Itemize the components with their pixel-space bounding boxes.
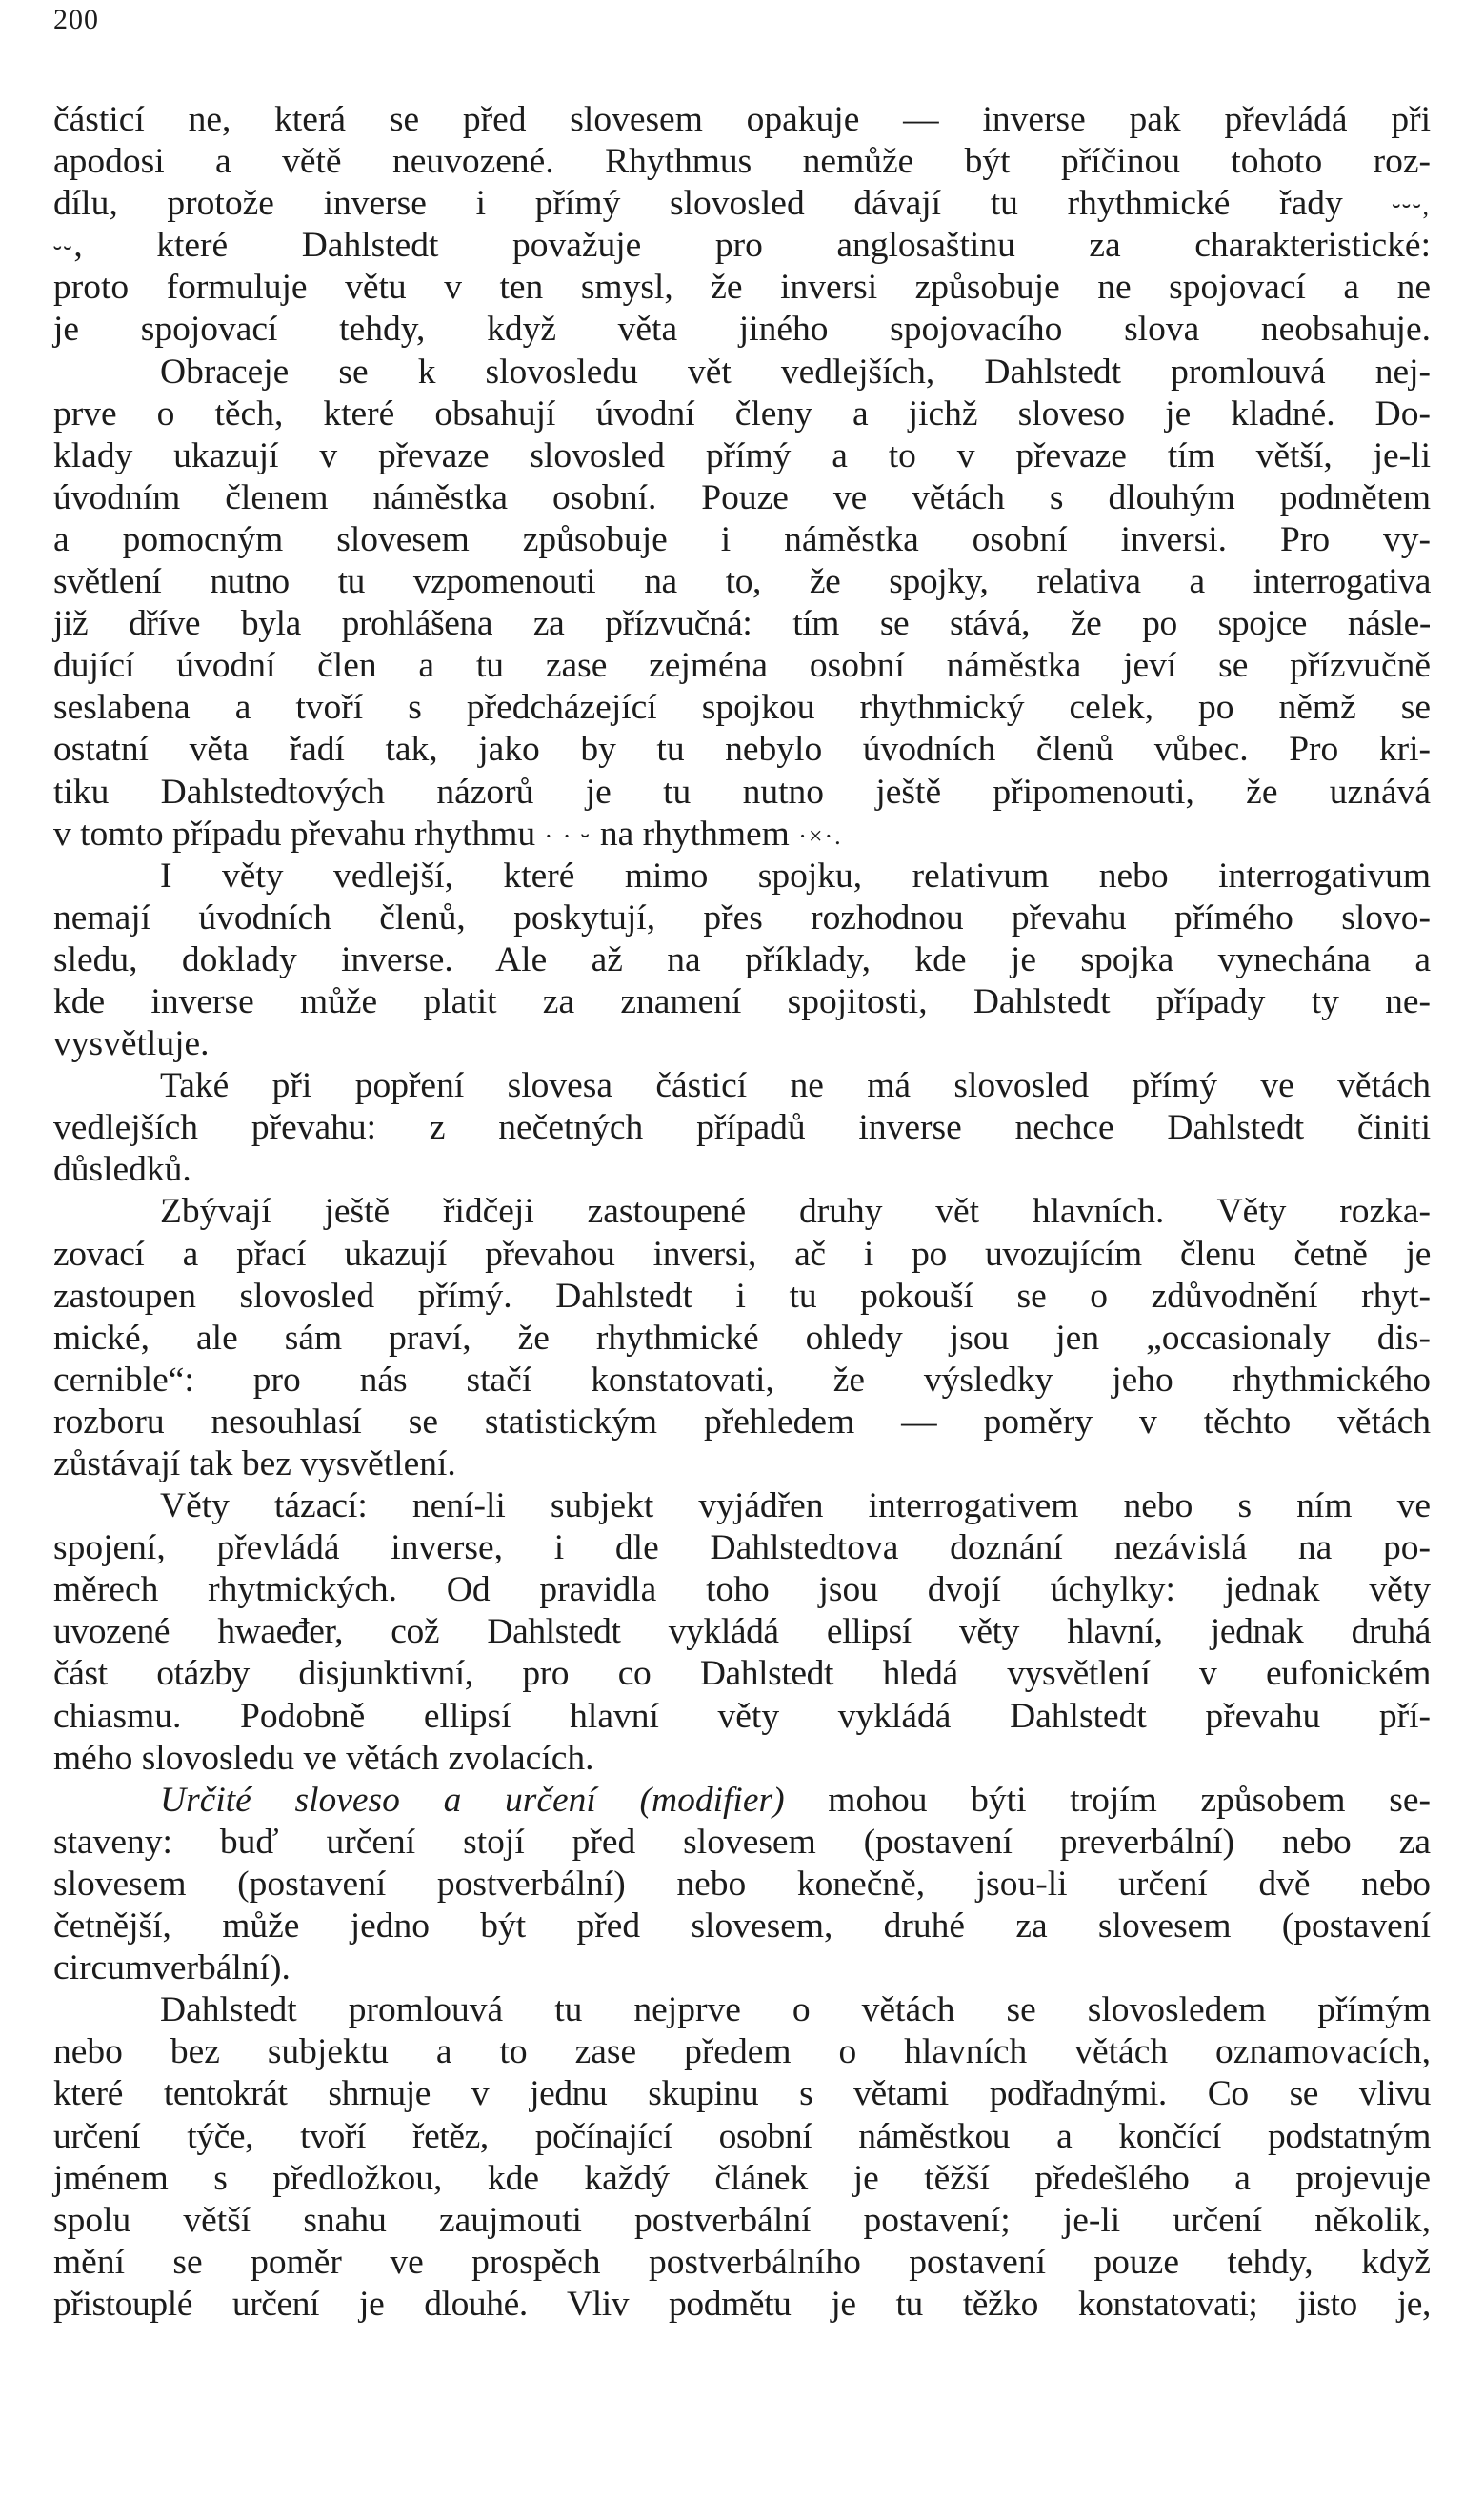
page-number: 200 [53, 4, 99, 35]
text-fragment: v tomto případu převahu rhythmu [53, 814, 536, 854]
text-line: seslabena a tvoří s předcházející spojkou rhythmický celek, po němž se [53, 688, 1431, 728]
text-line [53, 814, 1431, 856]
text-line: částicí ne, která se před slovesem opakuje — inverse pak převládá při [53, 100, 1431, 139]
text-line [53, 225, 1431, 267]
paragraph-start-line: Také při popření slovesa částicí ne má slovosled přímý ve větách [160, 1066, 1431, 1106]
paragraph-start-line: Dahlstedt promlouvá tu nejprve o větách se slovosledem přímým [160, 1990, 1431, 2030]
text-line: přistouplé určení je dlouhé. Vliv podmětu je tu těžko konstatovati; jisto je, [53, 2284, 1431, 2324]
text-line: chiasmu. Podobně ellipsí hlavní věty vykládá Dahlstedt převahu pří- [53, 1696, 1431, 1736]
metrical-notation-icon: ⏑⏑⏑, [1392, 192, 1431, 220]
text-line: mické, ale sám praví, že rhythmické ohledy jsou jen „occasionaly dis- [53, 1318, 1431, 1358]
text-line: sledu, doklady inverse. Ale až na příklady, kde je spojka vynechána a [53, 939, 1431, 979]
paragraph-start-line: I věty vedlejší, které mimo spojku, relativum nebo interrogativum [160, 856, 1431, 896]
text-line: již dříve byla prohlášena za přízvučná: tím se stává, že po spojce násle- [53, 604, 1431, 644]
body-text [53, 99, 1431, 2326]
text-line: určení týče, tvoří řetěz, počínající osobní náměstkou a končící podstatným [53, 2116, 1431, 2156]
text-line: uvozené hwaeđer, což Dahlstedt vykládá ellipsí věty hlavní, jednak druhá [53, 1612, 1431, 1652]
text-fragment: na rhythmem [599, 814, 790, 854]
text-line: je spojovací tehdy, když věta jiného spojovacího slova neobsahuje. [53, 310, 1431, 350]
text-line: nebo bez subjektu a to zase předem o hlavních větách oznamovacích, [53, 2032, 1431, 2072]
text-line: spolu větší snahu zaujmouti postverbální postavení; je-li určení několik, [53, 2200, 1431, 2240]
text-line: circumverbální). [53, 1948, 291, 1988]
paragraph-start-line: Věty tázací: není-li subjekt vyjádřen interrogativem nebo s ním ve [160, 1486, 1431, 1526]
text-line: zastoupen slovosled přímý. Dahlstedt i tu pokouší se o zdůvodnění rhyt- [53, 1276, 1431, 1316]
italic-heading-text: Určité sloveso a určení (modifier) [160, 1780, 785, 1820]
text-line: četnější, může jedno být před slovesem, druhé za slovesem (postavení [53, 1906, 1431, 1946]
text-line: vedlejších převahu: z nečetných případů inverse nechce Dahlstedt činiti [53, 1108, 1431, 1148]
text-line: rozboru nesouhlasí se statistickým přehledem — poměry v těchto větách [53, 1402, 1431, 1442]
text-line: prve o těch, které obsahují úvodní členy a jichž sloveso je kladné. Do- [53, 393, 1431, 434]
paragraph-start-line: Zbývají ještě řidčeji zastoupené druhy vět hlavních. Věty rozka- [160, 1192, 1431, 1232]
text-fragment: mohou býti trojím způsobem se- [828, 1780, 1432, 1820]
text-line: kde inverse může platit za znamení spojitosti, Dahlstedt případy ty ne- [53, 981, 1431, 1021]
text-line: vysvětluje. [53, 1024, 210, 1064]
text-line: ostatní věta řadí tak, jako by tu nebylo úvodních členů vůbec. Pro kri- [53, 730, 1431, 770]
text-line: a pomocným slovesem způsobuje i náměstka osobní inversi. Pro vy- [53, 519, 1431, 559]
metrical-notation-icon: · · ⏑ [544, 821, 592, 850]
text-line: světlení nutno tu vzpomenouti na to, že spojky, relativa a interrogativa [53, 562, 1431, 602]
text-line: nemají úvodních členů, poskytují, přes rozhodnou převahu přímého slovo- [53, 898, 1431, 938]
text-line: proto formuluje větu v ten smysl, že inversi způsobuje ne spojovací a ne [53, 268, 1431, 308]
text-fragment: , které Dahlstedt považuje pro anglosaštinu za charakteristické: [73, 226, 1431, 266]
text-line: klady ukazují v převaze slovosled přímý a to v převaze tím větší, je-li [53, 435, 1431, 475]
text-line: apodosi a větě neuvozené. Rhythmus nemůže být příčinou tohoto roz- [53, 142, 1431, 182]
metrical-notation-icon: ·×·. [798, 821, 843, 850]
text-line: cernible“: pro nás stačí konstatovati, že výsledky jeho rhythmického [53, 1360, 1431, 1400]
text-line: část otázby disjunktivní, pro co Dahlstedt hledá vysvětlení v eufonickém [53, 1654, 1431, 1694]
paragraph-start-line: Obraceje se k slovosledu vět vedlejších, Dahlstedt promlouvá nej- [160, 352, 1431, 392]
text-line: zůstávají tak bez vysvětlení. [53, 1444, 456, 1483]
text-line: tiku Dahlstedtových názorů je tu nutno ještě připomenouti, že uznává [53, 772, 1431, 812]
text-line: mění se poměr ve prospěch postverbálního postavení pouze tehdy, když [53, 2242, 1431, 2282]
text-line: slovesem (postavení postverbální) nebo konečně, jsou-li určení dvě nebo [53, 1864, 1431, 1904]
text-line: měrech rhytmických. Od pravidla toho jsou dvojí úchylky: jednak věty [53, 1570, 1431, 1610]
text-line: dující úvodní člen a tu zase zejména osobní náměstka jeví se přízvučně [53, 646, 1431, 686]
text-line: staveny: buď určení stojí před slovesem (postavení preverbální) nebo za [53, 1822, 1431, 1862]
text-line: jménem s předložkou, kde každý článek je těžší předešlého a projevuje [53, 2158, 1431, 2198]
text-line: které tentokrát shrnuje v jednu skupinu s větami podřadnými. Co se vlivu [53, 2074, 1431, 2114]
text-fragment: dílu, protože inverse i přímý slovosled dávají tu rhythmické řady [53, 184, 1343, 224]
text-line: úvodním členem náměstka osobní. Pouze ve větách s dlouhým podmětem [53, 477, 1431, 517]
text-line: spojení, převládá inverse, i dle Dahlstedtova doznání nezávislá na po- [53, 1528, 1431, 1568]
text-line: mého slovosledu ve větách zvolacích. [53, 1738, 594, 1778]
paragraph-start-line [53, 1780, 1431, 1822]
text-line: zovací a přací ukazují převahou inversi, ač i po uvozujícím členu četně je [53, 1234, 1431, 1274]
metrical-notation-icon: ⏑⏑ [53, 233, 74, 262]
text-line: důsledků. [53, 1150, 191, 1190]
text-line [53, 183, 1431, 225]
